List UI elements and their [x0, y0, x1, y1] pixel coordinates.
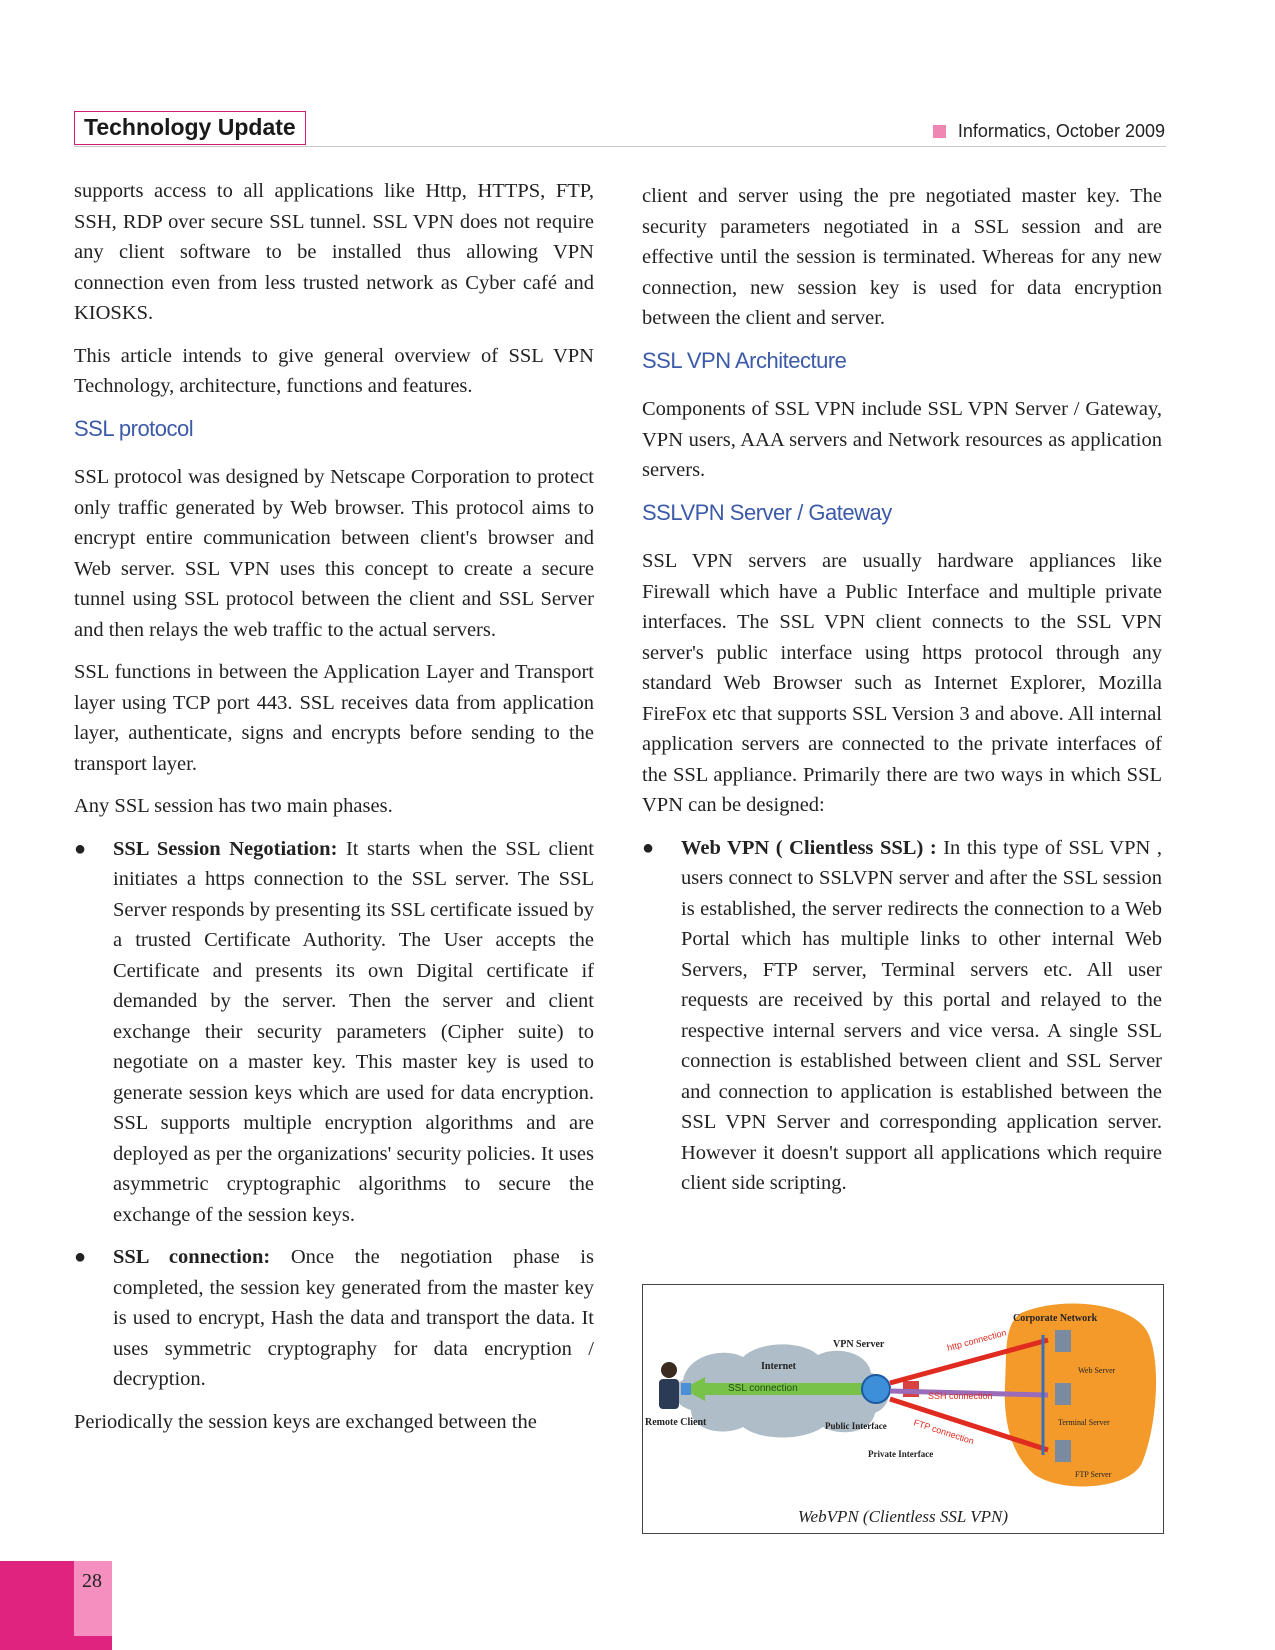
page-number-strip	[0, 1561, 74, 1650]
bullet-text: In this type of SSL VPN , users connect to SSLVPN server and after the SSL session is established, the server redirects the connection to a Web Portal which has multiple links to other internal Web Servers, FTP server, Terminal servers etc. All user requests are received by this portal and relayed to the respective internal servers and vice versa. A single SSL connection is established between client and SSL Server and connection to application is established between the SSL VPN Server and corresponding application server. However it doesn't support all applications which require client side scripting.	[681, 836, 1162, 1194]
heading-ssl-vpn-architecture: SSL VPN Architecture	[642, 347, 847, 373]
label-public-interface: Public Interface	[825, 1421, 887, 1431]
bullet-text: It starts when the SSL client initiates a https connection to the SSL server. The SSL Server responds by presenting its SSL certificate issued by a trusted Certificate Authority. The User accepts the Certificate and presents its own Digital certificate if demanded by the server. Then the server and client exchange their security parameters (Cipher suite) to negotiate on a master key. This master key is used to generate session keys which are used for data encryption. SSL supports multiple encryption algorithms and are deployed as per the organizations' security policies. It uses asymmetric cryptographic algorithms to secure the exchange of the session keys.	[113, 837, 594, 1226]
bullet-text: Once the negotiation phase is completed, the session key generated from the master key is used to encrypt, Hash the data and transport the data. It uses symmetric cryptography for data encryption / decryption.	[113, 1246, 594, 1390]
label-ftp-connection: FTP connection	[912, 1417, 976, 1447]
webvpn-figure	[642, 1284, 1164, 1534]
heading-ssl-protocol: SSL protocol	[74, 415, 194, 441]
paragraph: client and server using the pre negotiated master key. The security parameters negotiated in a SSL session and are effective until the session is terminated. Whereas for any new connection, new session key is used for data encryption between the client and server.	[642, 185, 1162, 329]
issue-label: Informatics, October 2009	[957, 121, 1165, 141]
bullet-list	[642, 833, 1162, 1199]
remote-client-body	[659, 1379, 679, 1409]
paragraph: This article intends to give general overview of SSL VPN Technology, architecture, functions and features.	[74, 344, 594, 397]
bullet-title: Web VPN ( Clientless SSL) :	[681, 836, 937, 859]
list-item	[642, 833, 1162, 1199]
heading-sslvpn-server-gateway: SSLVPN Server / Gateway	[642, 499, 892, 525]
paragraph: SSL functions in between the Application Layer and Transport layer using TCP port 443. SSL receives data from application layer, authenticate, signs and encrypts before sending to the transport layer.	[74, 661, 594, 775]
bullet-list	[74, 834, 594, 1395]
label-ssl-connection: SSL connection	[728, 1383, 798, 1394]
bullet-title: SSL connection:	[113, 1246, 271, 1268]
web-server-icon	[1055, 1330, 1071, 1352]
vpn-server-shape	[862, 1375, 890, 1403]
ftp-server-icon	[1055, 1440, 1071, 1462]
paragraph: Periodically the session keys are exchanged between the	[74, 1410, 537, 1433]
label-web-server: Web Server	[1078, 1366, 1116, 1375]
label-ssh-connection: SSH connection	[928, 1391, 993, 1401]
header-rule	[74, 146, 1166, 147]
left-column	[74, 176, 594, 1449]
figure-caption: WebVPN (Clientless SSL VPN)	[797, 1507, 1009, 1526]
label-internet: Internet	[761, 1361, 796, 1372]
bullet-icon: ●	[642, 836, 655, 859]
label-corporate: Corporate Network	[1013, 1313, 1098, 1324]
page-number-bar	[74, 1636, 112, 1650]
bullet-icon: ●	[74, 837, 87, 860]
label-http-connection: http connection	[945, 1327, 1008, 1353]
list-item	[74, 834, 594, 1231]
pink-square-icon	[933, 125, 946, 138]
label-private-interface: Private Interface	[868, 1449, 934, 1459]
paragraph: Any SSL session has two main phases.	[74, 795, 393, 817]
remote-client-head	[661, 1362, 677, 1378]
label-ftp-server: FTP Server	[1075, 1470, 1112, 1479]
paragraph: Components of SSL VPN include SSL VPN Server / Gateway, VPN users, AAA servers and Network resources as application servers.	[642, 398, 1162, 481]
paragraph: supports access to all applications like Http, HTTPS, FTP, SSH, RDP over secure SSL tunnel. SSL VPN does not require any client software to be installed thus allowing VPN connection even from less trusted network as Cyber café and KIOSKS.	[74, 180, 594, 324]
list-item	[74, 1242, 594, 1395]
issue-info	[933, 121, 1165, 142]
remote-client-screen	[681, 1383, 691, 1395]
right-column	[642, 181, 1162, 1211]
terminal-server-icon	[1055, 1383, 1071, 1405]
label-terminal-server: Terminal Server	[1058, 1418, 1110, 1427]
bullet-icon: ●	[74, 1246, 87, 1268]
label-remote-client: Remote Client	[645, 1417, 707, 1428]
page-number: 28	[82, 1570, 102, 1592]
network-diagram	[643, 1285, 1163, 1505]
label-vpn-server: VPN Server	[833, 1339, 885, 1350]
paragraph: SSL VPN servers are usually hardware appliances like Firewall which have a Public Interface and multiple private interfaces. The SSL VPN client connects to the SSL VPN server's public interface using https protocol through any standard Web Browser such as Internet Explorer, Mozilla FireFox etc that supports SSL Version 3 and above. All internal application servers are connected to the private interfaces of the SSL appliance. Primarily there are two ways in which SSL VPN can be designed:	[642, 550, 1162, 816]
section-tag: Technology Update	[74, 111, 306, 145]
bullet-title: SSL Session Negotiation:	[113, 837, 338, 860]
paragraph: SSL protocol was designed by Netscape Corporation to protect only traffic generated by Web browser. This protocol aims to encrypt entire communication between client's browser and Web server. SSL VPN uses this concept to create a secure tunnel using SSL protocol between the client and SSL Server and then relays the web traffic to the actual servers.	[74, 466, 594, 641]
